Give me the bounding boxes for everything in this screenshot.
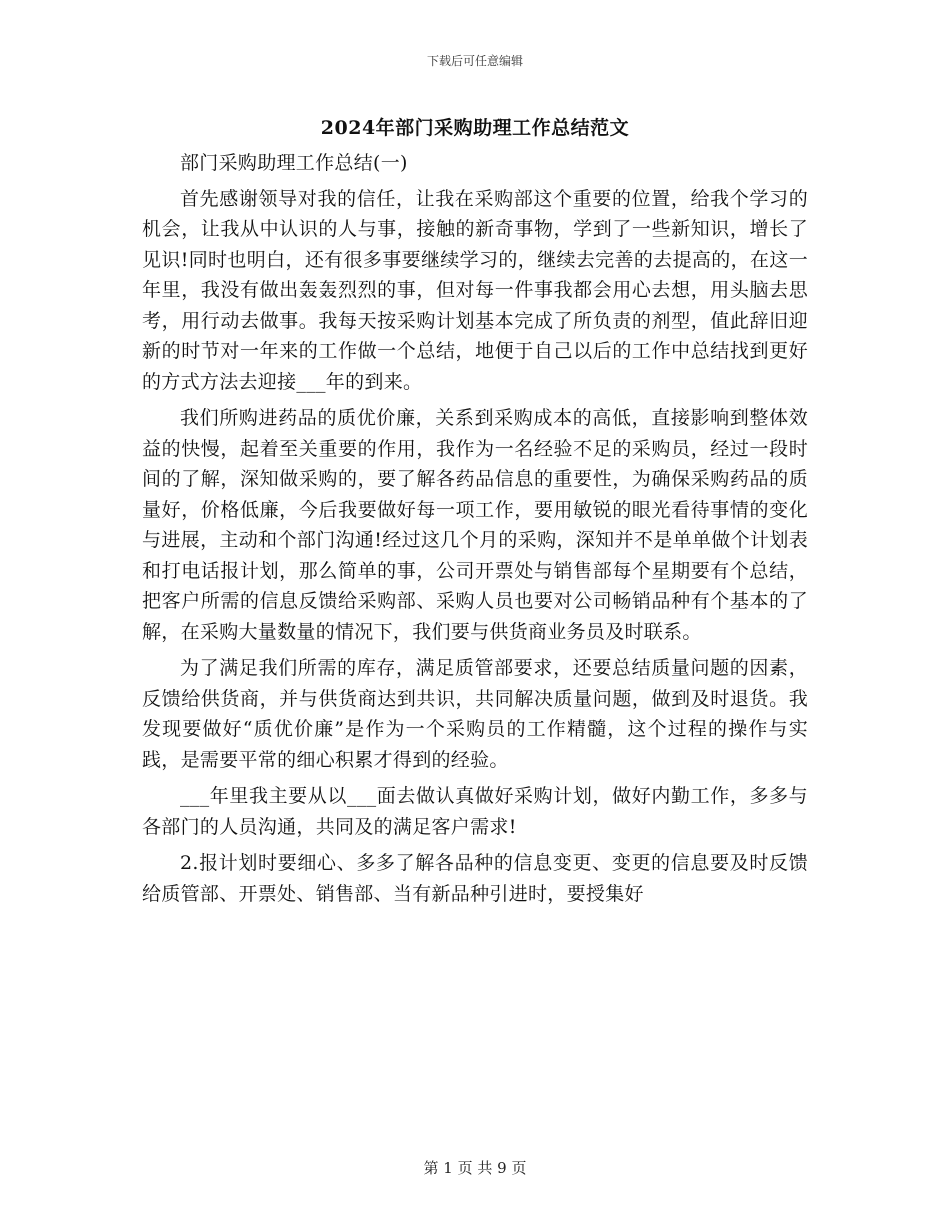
- download-note: 下载后可任意编辑: [426, 54, 523, 68]
- paragraph: ___年里我主要从以___面去做认真做好采购计划，做好内勤工作，多多与各部门的人员沟通，共同及的满足客户需求!: [142, 785, 808, 838]
- paragraph: 首先感谢领导对我的信任，让我在采购部这个重要的位置，给我个学习的机会，让我从中认识的人与事，接触的新奇事物，学到了一些新知识，增长了见识!同时也明白，还有很多事要继续学习的，继续去完善的去提高的，在这一年里，我没有做出轰轰烈烈的事，但对每一件事我都会用心去想，用头脑去思考，用行动去做事。我每天按采购计划基本完成了所负责的剂型，值此辞旧迎新的时节对一年来的工作做一个总结，地便于自己以后的工作中总结找到更好的方式方法去迎接___年的到来。: [142, 187, 808, 393]
- document-title: 2024年部门采购助理工作总结范文: [320, 117, 630, 139]
- paragraph: 为了满足我们所需的库存，满足质管部要求，还要总结质量问题的因素，反馈给供货商，并与供货商达到共识，共同解决质量问题，做到及时退货。我发现要做好“质优价廉”是作为一个采购员的工作精髓，这个过程的操作与实践，是需要平常的细心积累才得到的经验。: [142, 657, 808, 771]
- paragraph: 我们所购进药品的质优价廉，关系到采购成本的高低，直接影响到整体效益的快慢，起着至关重要的作用，我作为一名经验不足的采购员，经过一段时间的了解，深知做采购的，要了解各药品信息的重要性，为确保采购药品的质量好，价格低廉，今后我要做好每一项工作，要用敏锐的眼光看待事情的变化与进展，主动和个部门沟通!经过这几个月的采购，深知并不是单单做个计划表和打电话报计划，那么简单的事，公司开票处与销售部每个星期要有个总结，把客户所需的信息反馈给采购部、采购人员也要对公司畅销品种有个基本的了解，在采购大量数量的情况下，我们要与供货商业务员及时联系。: [142, 407, 808, 643]
- paragraph: 2.报计划时要细心、多多了解各品种的信息变更、变更的信息要及时反馈给质管部、开票处、销售部、当有新品种引进时，要授集好: [142, 852, 808, 905]
- page-number: 第 1 页 共 9 页: [423, 1159, 527, 1177]
- section-heading: 部门采购助理工作总结(一): [180, 152, 408, 174]
- document-body: [142, 148, 808, 915]
